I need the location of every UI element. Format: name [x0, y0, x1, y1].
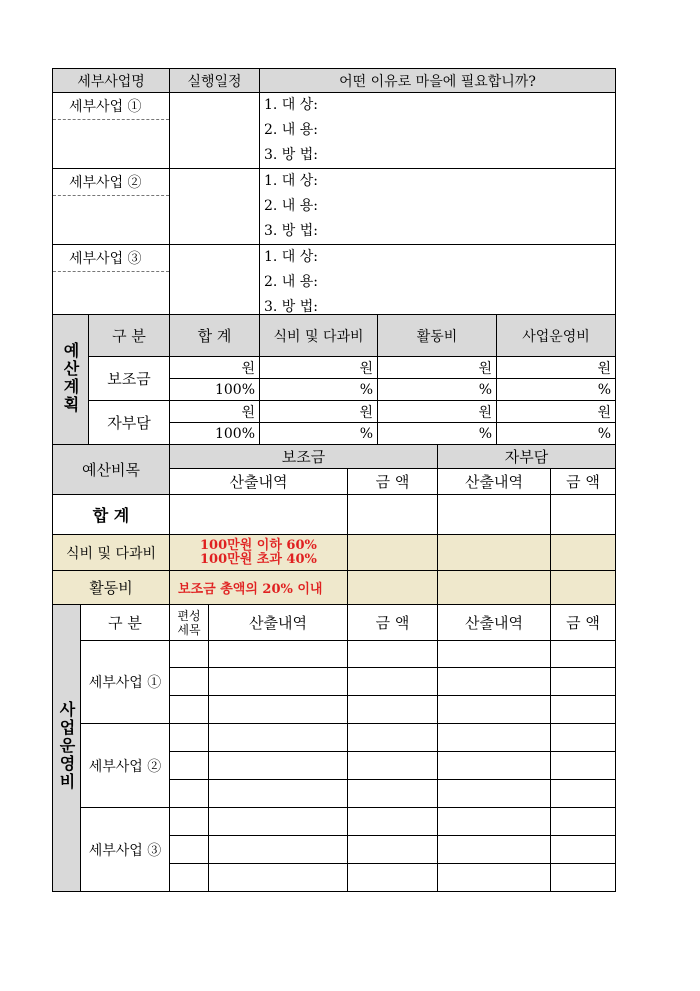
pct-cell[interactable]: 100%	[170, 379, 260, 401]
won-cell[interactable]: 원	[260, 401, 378, 423]
activity-self-calc[interactable]	[438, 571, 551, 605]
header-project-name: 세부사업명	[53, 69, 170, 93]
method-line[interactable]: 3. 방 법:	[264, 147, 319, 163]
target-line[interactable]: 1. 대 상:	[264, 249, 319, 265]
method-line[interactable]: 3. 방 법:	[264, 223, 319, 239]
total-self-amount[interactable]	[551, 495, 616, 535]
method-line[interactable]: 3. 방 법:	[264, 299, 319, 315]
total-label: 합 계	[53, 495, 170, 535]
schedule-cell[interactable]	[170, 169, 260, 245]
food-note-line-1: 100만원 이하 60%	[200, 537, 317, 553]
won-cell[interactable]: 원	[378, 401, 497, 423]
activity-subsidy-amount[interactable]	[348, 571, 438, 605]
plan-row	[53, 245, 616, 321]
op-row	[53, 641, 616, 668]
project-name[interactable]: 세부사업 ①	[53, 93, 169, 120]
content-line[interactable]: 2. 내 용:	[264, 198, 319, 214]
header-operation: 사업운영비	[497, 315, 616, 357]
operation-side-label: 사업운영비	[57, 701, 76, 791]
header-self-calc: 산출내역	[438, 469, 551, 495]
food-self-amount[interactable]	[551, 535, 616, 571]
target-line[interactable]: 1. 대 상:	[264, 97, 319, 113]
header-subsidy-amount: 금 액	[348, 469, 438, 495]
won-cell[interactable]: 원	[497, 357, 616, 379]
header-self-amount: 금 액	[551, 469, 616, 495]
pct-cell[interactable]: 100%	[170, 423, 260, 445]
header-activity: 활동비	[378, 315, 497, 357]
target-line[interactable]: 1. 대 상:	[264, 173, 319, 189]
header-category: 구 분	[89, 315, 170, 357]
row-label-self: 자부담	[89, 401, 170, 445]
total-subsidy-amount[interactable]	[348, 495, 438, 535]
total-self-calc[interactable]	[438, 495, 551, 535]
total-row	[53, 495, 616, 535]
op-project-label: 세부사업 ②	[81, 724, 170, 808]
food-row	[53, 535, 616, 571]
food-subsidy-amount[interactable]	[348, 535, 438, 571]
won-cell[interactable]: 원	[497, 401, 616, 423]
plan-row	[53, 93, 616, 169]
food-note-line-2: 100만원 초과 40%	[200, 551, 317, 567]
won-cell[interactable]: 원	[260, 357, 378, 379]
row-label-subsidy: 보조금	[89, 357, 170, 401]
activity-self-amount[interactable]	[551, 571, 616, 605]
won-cell[interactable]: 원	[170, 401, 260, 423]
food-self-calc[interactable]	[438, 535, 551, 571]
schedule-cell[interactable]	[170, 245, 260, 321]
schedule-cell[interactable]	[170, 93, 260, 169]
pct-cell[interactable]: %	[497, 379, 616, 401]
header-self-group: 자부담	[438, 445, 616, 469]
food-label: 식비 및 다과비	[53, 535, 170, 571]
pct-cell[interactable]: %	[260, 379, 378, 401]
op-project-label: 세부사업 ①	[81, 641, 170, 724]
detail-table	[52, 444, 616, 892]
food-note	[170, 535, 348, 571]
header-reason: 어떤 이유로 마을에 필요합니까?	[260, 69, 616, 93]
budget-side-label: 예산계획	[61, 341, 80, 414]
header-budget-item: 예산비목	[53, 445, 170, 495]
op-row	[53, 724, 616, 752]
won-cell[interactable]: 원	[170, 357, 260, 379]
header-total: 합 계	[170, 315, 260, 357]
header-op-calc: 산출내역	[209, 605, 348, 641]
content-line[interactable]: 2. 내 용:	[264, 122, 319, 138]
activity-row	[53, 571, 616, 605]
header-op-detail: 편성 세목	[170, 605, 209, 641]
pct-cell[interactable]: %	[497, 423, 616, 445]
activity-note: 보조금 총액의 20% 이내	[170, 571, 348, 605]
header-op-self-amount: 금 액	[551, 605, 616, 641]
won-cell[interactable]: 원	[378, 357, 497, 379]
project-name[interactable]: 세부사업 ③	[53, 245, 169, 272]
header-subsidy-group: 보조금	[170, 445, 438, 469]
op-row	[53, 808, 616, 836]
header-op-category: 구 분	[81, 605, 170, 641]
op-project-label: 세부사업 ③	[81, 808, 170, 892]
pct-cell[interactable]: %	[378, 379, 497, 401]
plan-row	[53, 169, 616, 245]
pct-cell[interactable]: %	[260, 423, 378, 445]
header-op-self-calc: 산출내역	[438, 605, 551, 641]
project-name[interactable]: 세부사업 ②	[53, 169, 169, 196]
budget-table	[52, 314, 616, 445]
content-line[interactable]: 2. 내 용:	[264, 274, 319, 290]
header-food: 식비 및 다과비	[260, 315, 378, 357]
header-subsidy-calc: 산출내역	[170, 469, 348, 495]
header-schedule: 실행일정	[170, 69, 260, 93]
header-op-amount: 금 액	[348, 605, 438, 641]
total-subsidy-calc[interactable]	[170, 495, 348, 535]
plan-table	[52, 68, 616, 321]
pct-cell[interactable]: %	[378, 423, 497, 445]
activity-label: 활동비	[53, 571, 170, 605]
